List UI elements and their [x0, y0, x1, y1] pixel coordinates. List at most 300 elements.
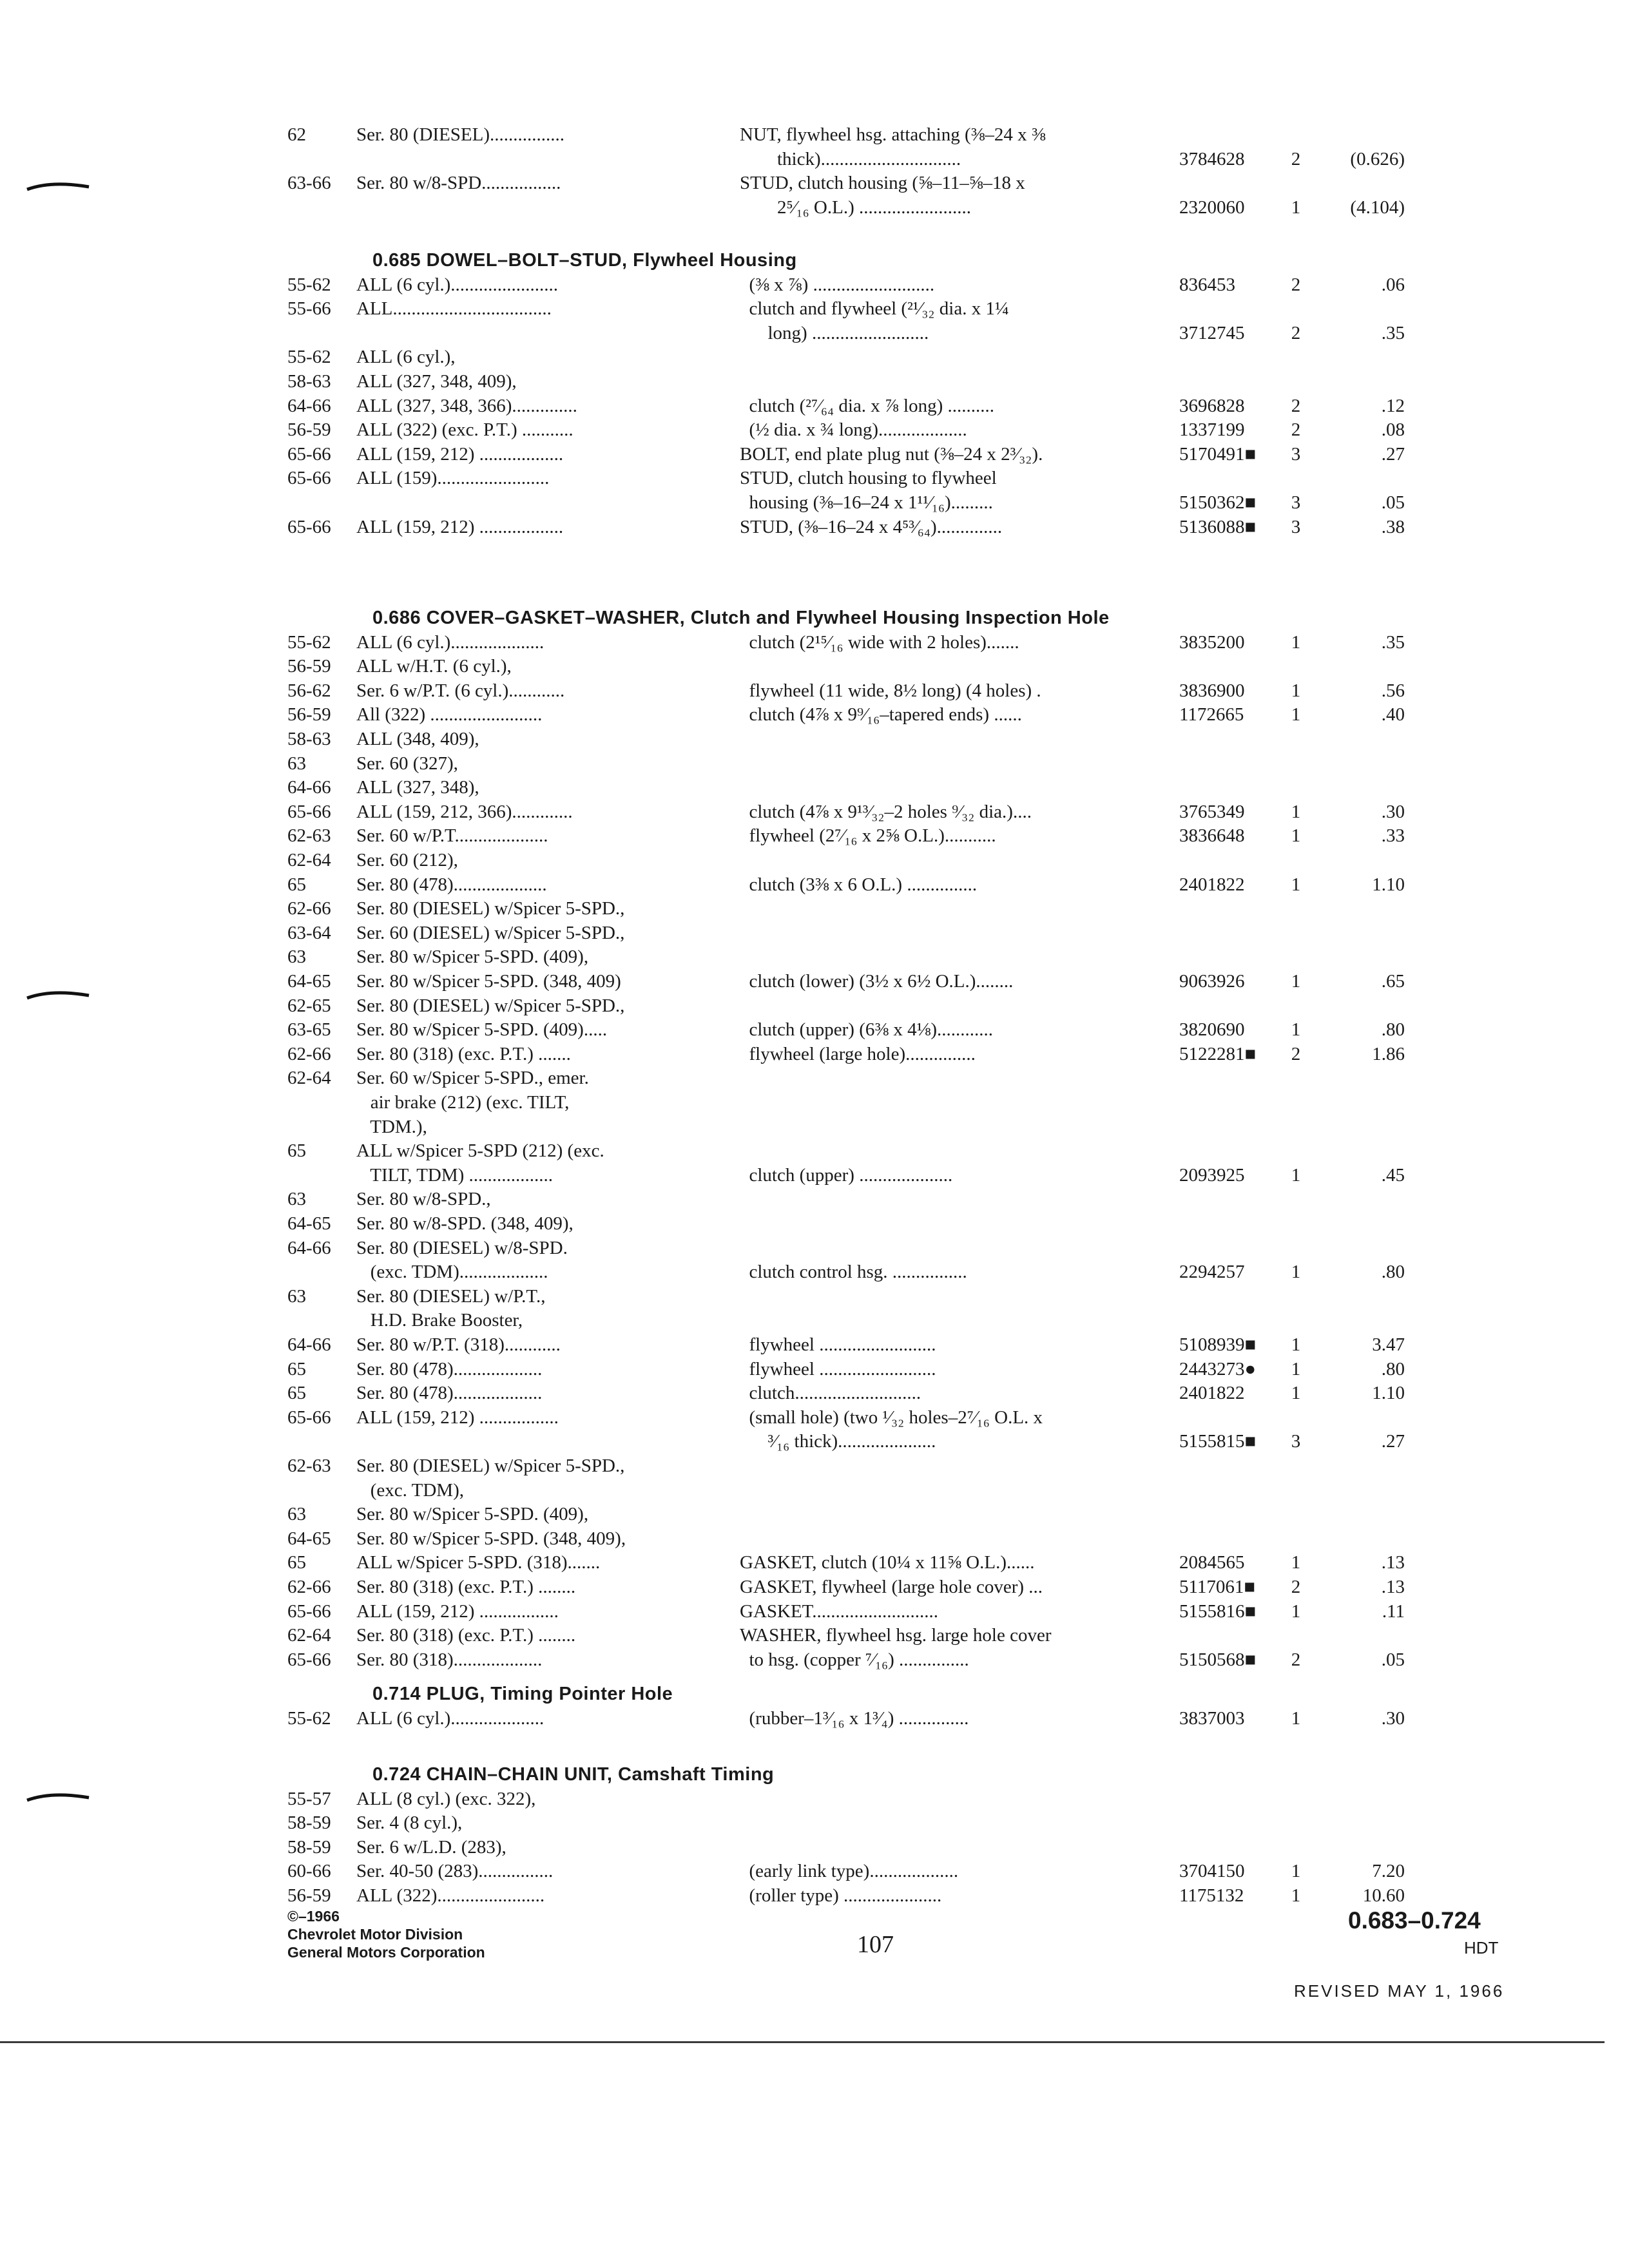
model-application: Ser. 80 w/Spicer 5-SPD. (409),: [356, 1504, 589, 1525]
part-number: 5150362■: [1179, 492, 1257, 513]
model-application: air brake (212) (exc. TILT,: [356, 1092, 570, 1113]
model-years: 64-66: [287, 777, 331, 798]
parts-row: [0, 1260, 1629, 1284]
section-heading: 0.714 PLUG, Timing Pointer Hole: [372, 1684, 673, 1704]
price: .05: [1381, 492, 1405, 513]
quantity: 3: [1291, 516, 1301, 537]
revision-date: REVISED MAY 1, 1966: [1294, 1981, 1505, 2001]
part-number: 3836900: [1179, 680, 1245, 701]
price: .80: [1381, 1262, 1405, 1283]
model-years: 63-64: [287, 922, 331, 943]
part-description: STUD, clutch housing (⅝–11–⅝–18 x: [740, 173, 1025, 194]
parts-row: [0, 1526, 1629, 1551]
parts-row: [0, 122, 1629, 147]
model-application: H.D. Brake Booster,: [356, 1310, 523, 1331]
quantity: 3: [1291, 443, 1301, 465]
parts-row: [0, 1236, 1629, 1260]
part-description: 2⁵⁄₁₆ O.L.) ........................: [740, 197, 971, 218]
price: .45: [1381, 1164, 1405, 1186]
price: .06: [1381, 274, 1405, 295]
part-number: 836453: [1179, 274, 1235, 295]
quantity: 1: [1291, 197, 1301, 218]
quantity: 1: [1291, 801, 1301, 822]
division-name: Chevrolet Motor Division: [287, 1926, 463, 1943]
quantity: 1: [1291, 1262, 1301, 1283]
part-number: 3837003: [1179, 1707, 1245, 1729]
part-description: clutch control hsg. ................: [740, 1262, 967, 1283]
model-years: 63-65: [287, 1019, 331, 1041]
model-application: Ser. 80 (318)...................: [356, 1649, 543, 1670]
model-application: Ser. 4 (8 cyl.),: [356, 1812, 463, 1834]
quantity: 1: [1291, 1552, 1301, 1573]
part-number: 5136088■: [1179, 516, 1257, 537]
part-number: 3835200: [1179, 631, 1245, 653]
model-years: 65-66: [287, 516, 331, 537]
price: .27: [1381, 1431, 1405, 1452]
quantity: 1: [1291, 1383, 1301, 1404]
parts-row: [0, 751, 1629, 776]
part-description: clutch (upper) ....................: [740, 1164, 953, 1186]
model-years: 55-62: [287, 274, 331, 295]
model-years: 62-63: [287, 825, 331, 847]
price: .65: [1381, 971, 1405, 992]
parts-row: [0, 1187, 1629, 1211]
model-years: 56-62: [287, 680, 331, 701]
model-application: ALL (6 cyl.),: [356, 347, 456, 368]
parts-row: [0, 1357, 1629, 1381]
parts-row: [0, 1090, 1629, 1115]
model-application: Ser. 80 w/Spicer 5-SPD. (409),: [356, 947, 589, 968]
price: .35: [1381, 322, 1405, 343]
price: 1.86: [1372, 1043, 1405, 1064]
model-years: 56-59: [287, 419, 331, 441]
model-years: 65-66: [287, 1649, 331, 1670]
section-heading: 0.724 CHAIN–CHAIN UNIT, Camshaft Timing: [372, 1764, 775, 1785]
parts-row: [0, 345, 1629, 369]
part-description: (⅜ x ⅞) ..........................: [740, 274, 935, 295]
model-years: 55-57: [287, 1788, 331, 1809]
quantity: 1: [1291, 825, 1301, 847]
model-years: 63: [287, 947, 306, 968]
model-application: ALL w/Spicer 5-SPD. (318).......: [356, 1552, 601, 1573]
model-application: ALL w/H.T. (6 cyl.),: [356, 656, 512, 677]
model-application: TILT, TDM) ..................: [356, 1164, 554, 1186]
part-number: 5150568■: [1179, 1649, 1257, 1670]
price: .35: [1381, 631, 1405, 653]
part-description: clutch (4⅞ x 9¹³⁄₃₂–2 holes ⁹⁄₃₂ dia.)....: [740, 801, 1032, 822]
parts-row: [0, 1139, 1629, 1163]
model-application: Ser. 80 w/8-SPD. (348, 409),: [356, 1213, 574, 1234]
model-years: 58-63: [287, 729, 331, 749]
quantity: 1: [1291, 1707, 1301, 1729]
parts-row: [0, 171, 1629, 195]
quantity: 2: [1291, 395, 1301, 416]
model-years: 63: [287, 1285, 306, 1307]
model-years: 62: [287, 124, 306, 145]
price: .33: [1381, 825, 1405, 847]
part-number: 5155816■: [1179, 1600, 1257, 1622]
part-description: (roller type) .....................: [740, 1885, 942, 1906]
part-description: GASKET...........................: [740, 1600, 938, 1622]
parts-row: [0, 896, 1629, 921]
parts-row: [0, 195, 1629, 220]
part-number: 9063926: [1179, 971, 1245, 992]
model-years: 65-66: [287, 443, 331, 465]
part-description: clutch (4⅞ x 9⁹⁄₁₆–tapered ends) ......: [740, 704, 1022, 726]
model-application: Ser. 80 (DIESEL) w/Spicer 5-SPD.,: [356, 898, 625, 919]
parts-row: [0, 1706, 1629, 1731]
quantity: 1: [1291, 680, 1301, 701]
model-application: ALL (6 cyl.)....................: [356, 1707, 545, 1729]
parts-row: [0, 147, 1629, 171]
model-years: 65: [287, 874, 306, 895]
part-description: clutch (²⁷⁄₆₄ dia. x ⅞ long) ..........: [740, 395, 995, 416]
part-description: clutch (upper) (6⅜ x 4⅛)............: [740, 1019, 994, 1041]
model-years: 62-66: [287, 1577, 331, 1597]
model-application: (exc. TDM)...................: [356, 1262, 548, 1283]
price: 3.47: [1372, 1334, 1405, 1355]
price: .05: [1381, 1649, 1405, 1670]
model-years: 65-66: [287, 801, 331, 822]
parts-row: [0, 1405, 1629, 1430]
part-description: clutch...........................: [740, 1383, 921, 1404]
parts-row: [0, 1811, 1629, 1835]
quantity: 2: [1291, 1043, 1301, 1064]
parts-row: [0, 727, 1629, 751]
model-application: Ser. 60 (327),: [356, 753, 458, 774]
model-application: Ser. 80 w/8-SPD.................: [356, 173, 561, 194]
part-number: 1172665: [1179, 704, 1244, 726]
parts-row: [0, 273, 1629, 297]
section-range: 0.683–0.724: [1348, 1907, 1481, 1934]
parts-row: [0, 442, 1629, 466]
parts-row: [0, 466, 1629, 490]
model-years: 64-66: [287, 395, 331, 416]
model-years: 55-62: [287, 1707, 331, 1729]
quantity: 2: [1291, 419, 1301, 441]
model-application: Ser. 80 (DIESEL)................: [356, 124, 564, 145]
model-years: 62-63: [287, 1456, 331, 1476]
model-application: Ser. 40-50 (283)................: [356, 1861, 554, 1882]
model-years: 60-66: [287, 1861, 331, 1882]
part-description: clutch (3⅜ x 6 O.L.) ...............: [740, 874, 978, 895]
model-years: 55-62: [287, 631, 331, 653]
quantity: 1: [1291, 1164, 1301, 1186]
model-application: ALL w/Spicer 5-SPD (212) (exc.: [356, 1140, 604, 1162]
parts-row: [0, 969, 1629, 994]
parts-row: [0, 1550, 1629, 1575]
part-description: long) .........................: [740, 322, 929, 343]
parts-row: [0, 848, 1629, 872]
model-years: 64-65: [287, 971, 331, 992]
price: .80: [1381, 1019, 1405, 1041]
model-application: Ser. 80 (318) (exc. P.T.) ........: [356, 1577, 576, 1597]
part-description: NUT, flywheel hsg. attaching (⅜–24 x ⅜: [740, 124, 1046, 145]
part-description: (½ dia. x ¾ long)...................: [740, 419, 967, 441]
model-application: ALL (6 cyl.)....................: [356, 631, 545, 653]
price: 1.10: [1372, 874, 1405, 895]
model-application: ALL (322).......................: [356, 1885, 545, 1906]
parts-row: [0, 678, 1629, 703]
model-application: Ser. 80 (DIESEL) w/8-SPD.: [356, 1237, 568, 1258]
parts-row: [0, 1599, 1629, 1624]
part-number: 3704150: [1179, 1861, 1245, 1882]
parts-row: [0, 1883, 1629, 1908]
model-application: ALL (8 cyl.) (exc. 322),: [356, 1788, 536, 1809]
parts-row: [0, 872, 1629, 897]
model-years: 62-64: [287, 1068, 331, 1089]
model-years: 56-59: [287, 1885, 331, 1906]
part-number: 3696828: [1179, 395, 1245, 416]
model-years: 58-63: [287, 371, 331, 392]
part-number: 5108939■: [1179, 1334, 1257, 1355]
parts-row: [0, 1042, 1629, 1066]
model-application: ALL (159, 212) .................: [356, 1407, 559, 1428]
corporation-name: General Motors Corporation: [287, 1944, 485, 1961]
quantity: 1: [1291, 1358, 1301, 1379]
parts-row: [0, 1381, 1629, 1405]
model-application: ALL (159)........................: [356, 468, 550, 489]
price: .13: [1381, 1577, 1405, 1597]
model-years: 64-65: [287, 1528, 331, 1549]
model-application: Ser. 80 w/Spicer 5-SPD. (348, 409),: [356, 1528, 626, 1549]
parts-row: [0, 630, 1629, 655]
price: .08: [1381, 419, 1405, 441]
quantity: 1: [1291, 1861, 1301, 1882]
parts-row: [0, 1859, 1629, 1883]
part-description: ³⁄₁₆ thick).....................: [740, 1431, 936, 1452]
part-number: 5170491■: [1179, 443, 1257, 465]
part-number: 1175132: [1179, 1885, 1244, 1906]
quantity: 3: [1291, 492, 1301, 513]
parts-row: [0, 1502, 1629, 1526]
model-application: Ser. 60 (DIESEL) w/Spicer 5-SPD.,: [356, 922, 625, 943]
parts-row: [0, 1066, 1629, 1090]
part-number: 5117061■: [1179, 1577, 1255, 1597]
quantity: 1: [1291, 1600, 1301, 1622]
parts-row: [0, 1308, 1629, 1332]
price: 10.60: [1362, 1885, 1405, 1906]
model-application: ALL (159, 212) .................: [356, 1600, 559, 1622]
part-number: 2320060: [1179, 197, 1245, 218]
model-application: Ser. 60 w/P.T....................: [356, 825, 548, 847]
parts-row: [0, 775, 1629, 800]
part-number: 1337199: [1179, 419, 1245, 441]
part-description: flywheel (11 wide, 8½ long) (4 holes) .: [740, 680, 1041, 701]
parts-row: [0, 921, 1629, 945]
model-years: 56-59: [287, 656, 331, 677]
model-application: ALL (327, 348, 366)..............: [356, 395, 577, 416]
model-years: 55-62: [287, 347, 331, 368]
parts-row: [0, 1454, 1629, 1478]
quantity: 2: [1291, 274, 1301, 295]
model-application: Ser. 60 (212),: [356, 850, 458, 870]
part-number: 3784628: [1179, 148, 1245, 169]
model-years: 63: [287, 1189, 306, 1210]
model-application: Ser. 80 w/8-SPD.,: [356, 1189, 491, 1210]
model-years: 62-64: [287, 850, 331, 870]
quantity: 2: [1291, 148, 1301, 169]
quantity: 2: [1291, 1649, 1301, 1670]
model-years: 65-66: [287, 1407, 331, 1428]
part-description: flywheel (large hole)...............: [740, 1043, 976, 1064]
part-description: clutch and flywheel (²¹⁄₃₂ dia. x 1¼: [740, 298, 1009, 320]
model-years: 64-65: [287, 1213, 331, 1234]
model-years: 65: [287, 1383, 306, 1404]
parts-row: [0, 1017, 1629, 1042]
part-description: GASKET, clutch (10¼ x 11⅝ O.L.)......: [740, 1552, 1035, 1573]
section-heading: 0.686 COVER–GASKET–WASHER, Clutch and Flywheel Housing Inspection Hole: [372, 608, 1110, 628]
parts-row: [0, 296, 1629, 321]
model-application: Ser. 80 (DIESEL) w/Spicer 5-SPD.,: [356, 1456, 625, 1476]
model-application: ALL (159, 212) ..................: [356, 516, 564, 537]
parts-row: [0, 1648, 1629, 1672]
price: .12: [1381, 395, 1405, 416]
part-description: clutch (lower) (3½ x 6½ O.L.)........: [740, 971, 1014, 992]
model-years: 62-65: [287, 995, 331, 1016]
model-application: Ser. 80 (478)....................: [356, 874, 547, 895]
price: .80: [1381, 1358, 1405, 1379]
price: .27: [1381, 443, 1405, 465]
part-number: 2401822: [1179, 874, 1245, 895]
bottom-rule: [0, 2041, 1605, 2043]
parts-row: [0, 1115, 1629, 1139]
model-years: 55-66: [287, 298, 331, 320]
price: 1.10: [1372, 1383, 1405, 1404]
parts-row: [0, 515, 1629, 539]
parts-row: [0, 945, 1629, 969]
parts-row: [0, 1163, 1629, 1187]
model-application: Ser. 80 (DIESEL) w/Spicer 5-SPD.,: [356, 995, 625, 1016]
part-number: 3836648: [1179, 825, 1245, 847]
model-application: Ser. 80 w/P.T. (318)............: [356, 1334, 561, 1355]
part-description: (early link type)...................: [740, 1861, 959, 1882]
model-years: 58-59: [287, 1836, 331, 1858]
parts-row: [0, 654, 1629, 678]
parts-row: [0, 1332, 1629, 1357]
quantity: 1: [1291, 971, 1301, 992]
parts-row: [0, 1478, 1629, 1503]
copyright: ©–1966: [287, 1908, 340, 1925]
quantity: 2: [1291, 1577, 1301, 1597]
model-application: Ser. 60 w/Spicer 5-SPD., emer.: [356, 1068, 589, 1089]
model-years: 65: [287, 1358, 306, 1379]
price: 7.20: [1372, 1861, 1405, 1882]
model-years: 64-66: [287, 1237, 331, 1258]
part-number: 2093925: [1179, 1164, 1245, 1186]
part-number: 2443273●: [1179, 1358, 1257, 1379]
quantity: 1: [1291, 1334, 1301, 1355]
model-application: ALL (348, 409),: [356, 729, 479, 749]
quantity: 1: [1291, 1019, 1301, 1041]
parts-row: [0, 1575, 1629, 1599]
part-description: WASHER, flywheel hsg. large hole cover: [740, 1625, 1052, 1646]
part-description: (small hole) (two ¹⁄₃₂ holes–2⁷⁄₁₆ O.L. x: [740, 1407, 1043, 1428]
model-application: Ser. 80 w/Spicer 5-SPD. (348, 409): [356, 971, 621, 992]
model-years: 65: [287, 1140, 306, 1162]
price: .11: [1382, 1600, 1405, 1622]
part-description: BOLT, end plate plug nut (⅜–24 x 2³⁄₃₂).: [740, 443, 1043, 465]
part-number: 3712745: [1179, 322, 1245, 343]
part-description: (rubber–1³⁄₁₆ x 1³⁄₄) ...............: [740, 1707, 969, 1729]
model-years: 56-59: [287, 704, 331, 726]
model-application: ALL (6 cyl.).......................: [356, 274, 559, 295]
quantity: 3: [1291, 1431, 1301, 1452]
price: (4.104): [1350, 197, 1405, 218]
model-years: 65-66: [287, 1600, 331, 1622]
model-application: TDM.),: [356, 1116, 427, 1137]
parts-row: [0, 418, 1629, 442]
model-application: (exc. TDM),: [356, 1479, 464, 1501]
parts-row: [0, 1835, 1629, 1860]
model-application: Ser. 80 (DIESEL) w/P.T.,: [356, 1285, 546, 1307]
part-number: 3820690: [1179, 1019, 1245, 1041]
parts-row: [0, 1284, 1629, 1309]
model-application: Ser. 80 w/Spicer 5-SPD. (409).....: [356, 1019, 608, 1041]
model-years: 63-66: [287, 173, 331, 194]
part-description: clutch (2¹⁵⁄₁₆ wide with 2 holes).......: [740, 631, 1019, 653]
part-description: STUD, clutch housing to flywheel: [740, 468, 997, 489]
price: .30: [1381, 801, 1405, 822]
quantity: 1: [1291, 704, 1301, 726]
quantity: 1: [1291, 874, 1301, 895]
parts-row: [0, 823, 1629, 848]
part-description: flywheel (2⁷⁄₁₆ x 2⅝ O.L.)...........: [740, 825, 996, 847]
price: .56: [1381, 680, 1405, 701]
model-application: Ser. 80 (478)...................: [356, 1358, 543, 1379]
parts-row: [0, 394, 1629, 418]
quantity: 1: [1291, 631, 1301, 653]
parts-row: [0, 1429, 1629, 1454]
quantity: 1: [1291, 1885, 1301, 1906]
model-application: Ser. 6 w/P.T. (6 cyl.)............: [356, 680, 565, 701]
model-application: Ser. 80 (318) (exc. P.T.) .......: [356, 1043, 571, 1064]
part-number: 3765349: [1179, 801, 1245, 822]
model-years: 65: [287, 1552, 306, 1573]
price: .40: [1381, 704, 1405, 726]
model-years: 62-64: [287, 1625, 331, 1646]
model-years: 62-66: [287, 1043, 331, 1064]
part-number: 2401822: [1179, 1383, 1245, 1404]
model-application: ALL (322) (exc. P.T.) ...........: [356, 419, 574, 441]
parts-row: [0, 702, 1629, 727]
model-application: Ser. 80 (318) (exc. P.T.) ........: [356, 1625, 576, 1646]
model-application: All (322) ........................: [356, 704, 543, 726]
model-years: 65-66: [287, 468, 331, 489]
model-application: ALL (159, 212) ..................: [356, 443, 564, 465]
price: .38: [1381, 516, 1405, 537]
section-heading: 0.685 DOWEL–BOLT–STUD, Flywheel Housing: [372, 250, 797, 271]
model-years: 64-66: [287, 1334, 331, 1355]
part-description: to hsg. (copper ⁷⁄₁₆) ...............: [740, 1649, 969, 1670]
part-description: GASKET, flywheel (large hole cover) ...: [740, 1577, 1043, 1597]
price: (0.626): [1350, 148, 1405, 169]
part-number: 2084565: [1179, 1552, 1245, 1573]
part-description: flywheel .........................: [740, 1334, 936, 1355]
model-application: Ser. 80 (478)...................: [356, 1383, 543, 1404]
parts-row: [0, 369, 1629, 394]
model-application: ALL (327, 348),: [356, 777, 479, 798]
model-application: Ser. 6 w/L.D. (283),: [356, 1836, 506, 1858]
model-years: 63: [287, 1504, 306, 1525]
parts-row: [0, 490, 1629, 515]
page-number: 107: [857, 1931, 894, 1958]
part-number: 2294257: [1179, 1262, 1245, 1283]
price: .13: [1381, 1552, 1405, 1573]
part-description: STUD, (⅜–16–24 x 4⁵³⁄₆₄)..............: [740, 516, 1003, 537]
parts-row: [0, 800, 1629, 824]
model-application: ALL (159, 212, 366).............: [356, 801, 573, 822]
